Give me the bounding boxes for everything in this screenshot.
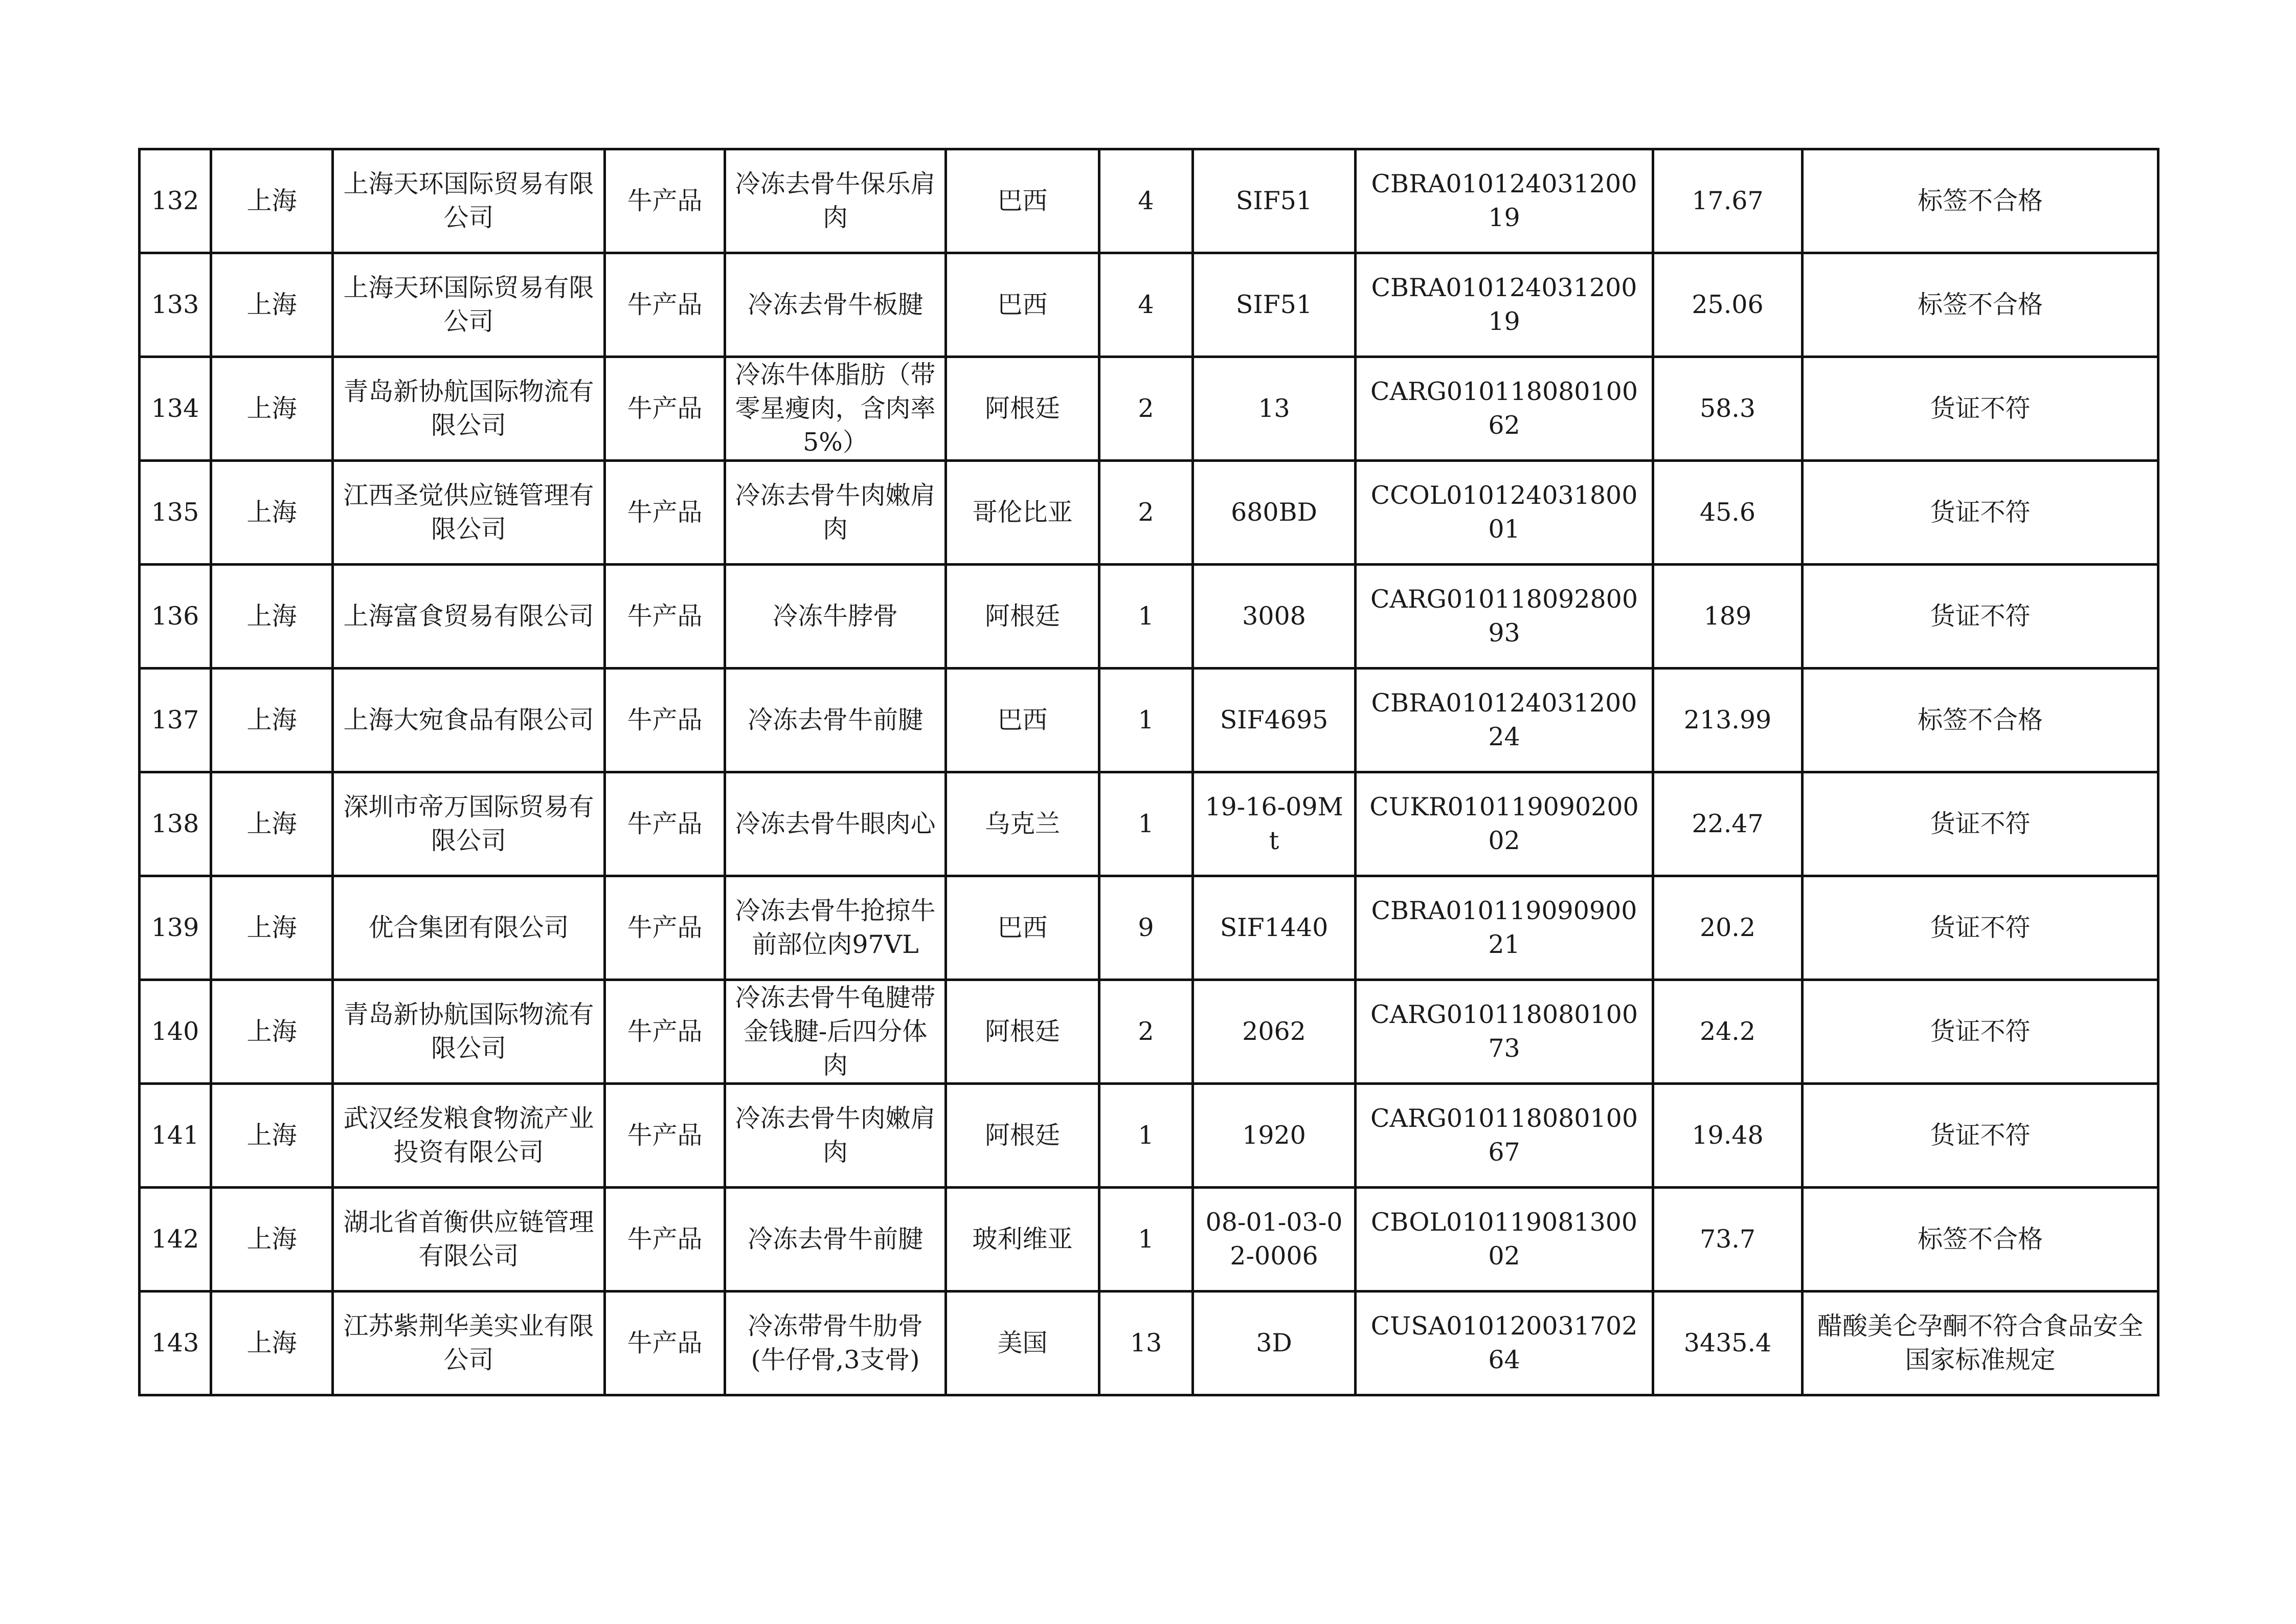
cell-category: 牛产品 xyxy=(605,1188,725,1292)
cell-row-number: 139 xyxy=(140,876,211,980)
cell-region: 上海 xyxy=(211,980,333,1084)
cell-company: 优合集团有限公司 xyxy=(333,876,605,980)
cell-product-name: 冷冻去骨牛保乐肩肉 xyxy=(725,149,946,253)
cell-origin-country: 美国 xyxy=(946,1292,1099,1395)
cell-company: 上海富食贸易有限公司 xyxy=(333,565,605,669)
cell-weight: 25.06 xyxy=(1653,253,1803,357)
cell-company: 青岛新协航国际物流有限公司 xyxy=(333,980,605,1084)
cell-category: 牛产品 xyxy=(605,1084,725,1188)
cell-region: 上海 xyxy=(211,1292,333,1395)
cell-quantity: 1 xyxy=(1099,565,1193,669)
cell-product-name: 冷冻去骨牛前腱 xyxy=(725,669,946,772)
cell-quantity: 1 xyxy=(1099,772,1193,876)
cell-reason: 货证不符 xyxy=(1803,772,2158,876)
cell-weight: 45.6 xyxy=(1653,461,1803,565)
cell-certificate-number: CARG01011808010062 xyxy=(1356,357,1653,461)
cell-quantity: 4 xyxy=(1099,253,1193,357)
cell-product-name: 冷冻去骨牛前腱 xyxy=(725,1188,946,1292)
cell-product-name: 冷冻牛体脂肪（带零星瘦肉，含肉率5%） xyxy=(725,357,946,461)
cell-origin-country: 巴西 xyxy=(946,253,1099,357)
cell-category: 牛产品 xyxy=(605,357,725,461)
cell-quantity: 2 xyxy=(1099,980,1193,1084)
table-row xyxy=(140,1292,2158,1395)
cell-company: 江苏紫荆华美实业有限公司 xyxy=(333,1292,605,1395)
cell-quantity: 1 xyxy=(1099,1188,1193,1292)
cell-row-number: 141 xyxy=(140,1084,211,1188)
cell-region: 上海 xyxy=(211,149,333,253)
cell-plant-number: SIF4695 xyxy=(1193,669,1356,772)
cell-region: 上海 xyxy=(211,565,333,669)
cell-company: 湖北省首衡供应链管理有限公司 xyxy=(333,1188,605,1292)
cell-reason: 货证不符 xyxy=(1803,980,2158,1084)
cell-plant-number: 3D xyxy=(1193,1292,1356,1395)
table-row xyxy=(140,565,2158,669)
cell-certificate-number: CUKR01011909020002 xyxy=(1356,772,1653,876)
cell-plant-number: 2062 xyxy=(1193,980,1356,1084)
cell-reason: 货证不符 xyxy=(1803,357,2158,461)
cell-quantity: 1 xyxy=(1099,669,1193,772)
cell-category: 牛产品 xyxy=(605,669,725,772)
cell-certificate-number: CBRA01012403120019 xyxy=(1356,253,1653,357)
cell-row-number: 142 xyxy=(140,1188,211,1292)
cell-product-name: 冷冻去骨牛眼肉心 xyxy=(725,772,946,876)
cell-reason: 标签不合格 xyxy=(1803,149,2158,253)
cell-plant-number: 3008 xyxy=(1193,565,1356,669)
cell-category: 牛产品 xyxy=(605,253,725,357)
cell-company: 上海大宛食品有限公司 xyxy=(333,669,605,772)
cell-origin-country: 巴西 xyxy=(946,669,1099,772)
cell-origin-country: 哥伦比亚 xyxy=(946,461,1099,565)
cell-category: 牛产品 xyxy=(605,772,725,876)
cell-weight: 58.3 xyxy=(1653,357,1803,461)
table-row xyxy=(140,669,2158,772)
cell-row-number: 132 xyxy=(140,149,211,253)
cell-plant-number: 13 xyxy=(1193,357,1356,461)
cell-company: 上海天环国际贸易有限公司 xyxy=(333,253,605,357)
cell-certificate-number: CBRA01012403120024 xyxy=(1356,669,1653,772)
cell-product-name: 冷冻牛脖骨 xyxy=(725,565,946,669)
cell-category: 牛产品 xyxy=(605,149,725,253)
cell-certificate-number: CARG01011809280093 xyxy=(1356,565,1653,669)
cell-row-number: 143 xyxy=(140,1292,211,1395)
table-row xyxy=(140,357,2158,461)
cell-reason: 货证不符 xyxy=(1803,876,2158,980)
cell-quantity: 9 xyxy=(1099,876,1193,980)
cell-origin-country: 巴西 xyxy=(946,149,1099,253)
table-row xyxy=(140,876,2158,980)
cell-row-number: 133 xyxy=(140,253,211,357)
cell-reason: 标签不合格 xyxy=(1803,669,2158,772)
cell-reason: 货证不符 xyxy=(1803,461,2158,565)
cell-quantity: 2 xyxy=(1099,357,1193,461)
cell-certificate-number: CBRA01011909090021 xyxy=(1356,876,1653,980)
cell-company: 武汉经发粮食物流产业投资有限公司 xyxy=(333,1084,605,1188)
cell-product-name: 冷冻去骨牛龟腱带金钱腱-后四分体肉 xyxy=(725,980,946,1084)
cell-plant-number: 08-01-03-02-0006 xyxy=(1193,1188,1356,1292)
cell-region: 上海 xyxy=(211,876,333,980)
cell-quantity: 1 xyxy=(1099,1084,1193,1188)
table-row xyxy=(140,1084,2158,1188)
cell-plant-number: 680BD xyxy=(1193,461,1356,565)
cell-plant-number: 1920 xyxy=(1193,1084,1356,1188)
cell-weight: 22.47 xyxy=(1653,772,1803,876)
cell-plant-number: SIF51 xyxy=(1193,149,1356,253)
cell-category: 牛产品 xyxy=(605,565,725,669)
cell-region: 上海 xyxy=(211,669,333,772)
cell-quantity: 13 xyxy=(1099,1292,1193,1395)
cell-row-number: 138 xyxy=(140,772,211,876)
cell-region: 上海 xyxy=(211,357,333,461)
cell-weight: 213.99 xyxy=(1653,669,1803,772)
cell-weight: 19.48 xyxy=(1653,1084,1803,1188)
cell-certificate-number: CBRA01012403120019 xyxy=(1356,149,1653,253)
cell-origin-country: 乌克兰 xyxy=(946,772,1099,876)
table-row xyxy=(140,253,2158,357)
cell-origin-country: 阿根廷 xyxy=(946,357,1099,461)
cell-weight: 20.2 xyxy=(1653,876,1803,980)
cell-row-number: 140 xyxy=(140,980,211,1084)
cell-reason: 货证不符 xyxy=(1803,1084,2158,1188)
cell-quantity: 4 xyxy=(1099,149,1193,253)
table-row xyxy=(140,980,2158,1084)
table-row xyxy=(140,1188,2158,1292)
cell-product-name: 冷冻带骨牛肋骨(牛仔骨,3支骨) xyxy=(725,1292,946,1395)
cell-certificate-number: CUSA01012003170264 xyxy=(1356,1292,1653,1395)
table-row xyxy=(140,149,2158,253)
cell-category: 牛产品 xyxy=(605,980,725,1084)
cell-origin-country: 玻利维亚 xyxy=(946,1188,1099,1292)
cell-weight: 189 xyxy=(1653,565,1803,669)
document-page xyxy=(138,148,2157,1396)
cell-region: 上海 xyxy=(211,461,333,565)
cell-certificate-number: CCOL01012403180001 xyxy=(1356,461,1653,565)
cell-product-name: 冷冻去骨牛肉嫩肩肉 xyxy=(725,461,946,565)
cell-company: 深圳市帝万国际贸易有限公司 xyxy=(333,772,605,876)
cell-company: 青岛新协航国际物流有限公司 xyxy=(333,357,605,461)
cell-product-name: 冷冻去骨牛抢掠牛前部位肉97VL xyxy=(725,876,946,980)
cell-category: 牛产品 xyxy=(605,876,725,980)
table-row xyxy=(140,461,2158,565)
cell-origin-country: 阿根廷 xyxy=(946,565,1099,669)
cell-origin-country: 阿根廷 xyxy=(946,980,1099,1084)
cell-plant-number: SIF1440 xyxy=(1193,876,1356,980)
rejected-imports-table xyxy=(138,148,2159,1396)
cell-quantity: 2 xyxy=(1099,461,1193,565)
cell-region: 上海 xyxy=(211,772,333,876)
cell-row-number: 136 xyxy=(140,565,211,669)
cell-plant-number: SIF51 xyxy=(1193,253,1356,357)
cell-certificate-number: CBOL01011908130002 xyxy=(1356,1188,1653,1292)
cell-weight: 3435.4 xyxy=(1653,1292,1803,1395)
cell-certificate-number: CARG01011808010067 xyxy=(1356,1084,1653,1188)
cell-reason: 醋酸美仑孕酮不符合食品安全国家标准规定 xyxy=(1803,1292,2158,1395)
cell-row-number: 137 xyxy=(140,669,211,772)
cell-category: 牛产品 xyxy=(605,1292,725,1395)
cell-category: 牛产品 xyxy=(605,461,725,565)
cell-plant-number: 19-16-09Mt xyxy=(1193,772,1356,876)
cell-reason: 标签不合格 xyxy=(1803,1188,2158,1292)
cell-region: 上海 xyxy=(211,1084,333,1188)
cell-certificate-number: CARG01011808010073 xyxy=(1356,980,1653,1084)
cell-product-name: 冷冻去骨牛板腱 xyxy=(725,253,946,357)
cell-origin-country: 阿根廷 xyxy=(946,1084,1099,1188)
table-row xyxy=(140,772,2158,876)
cell-weight: 24.2 xyxy=(1653,980,1803,1084)
table-body xyxy=(140,149,2158,1395)
cell-weight: 73.7 xyxy=(1653,1188,1803,1292)
cell-row-number: 134 xyxy=(140,357,211,461)
cell-company: 江西圣觉供应链管理有限公司 xyxy=(333,461,605,565)
cell-row-number: 135 xyxy=(140,461,211,565)
cell-region: 上海 xyxy=(211,1188,333,1292)
cell-product-name: 冷冻去骨牛肉嫩肩肉 xyxy=(725,1084,946,1188)
cell-reason: 标签不合格 xyxy=(1803,253,2158,357)
cell-region: 上海 xyxy=(211,253,333,357)
cell-reason: 货证不符 xyxy=(1803,565,2158,669)
cell-origin-country: 巴西 xyxy=(946,876,1099,980)
cell-company: 上海天环国际贸易有限公司 xyxy=(333,149,605,253)
cell-weight: 17.67 xyxy=(1653,149,1803,253)
